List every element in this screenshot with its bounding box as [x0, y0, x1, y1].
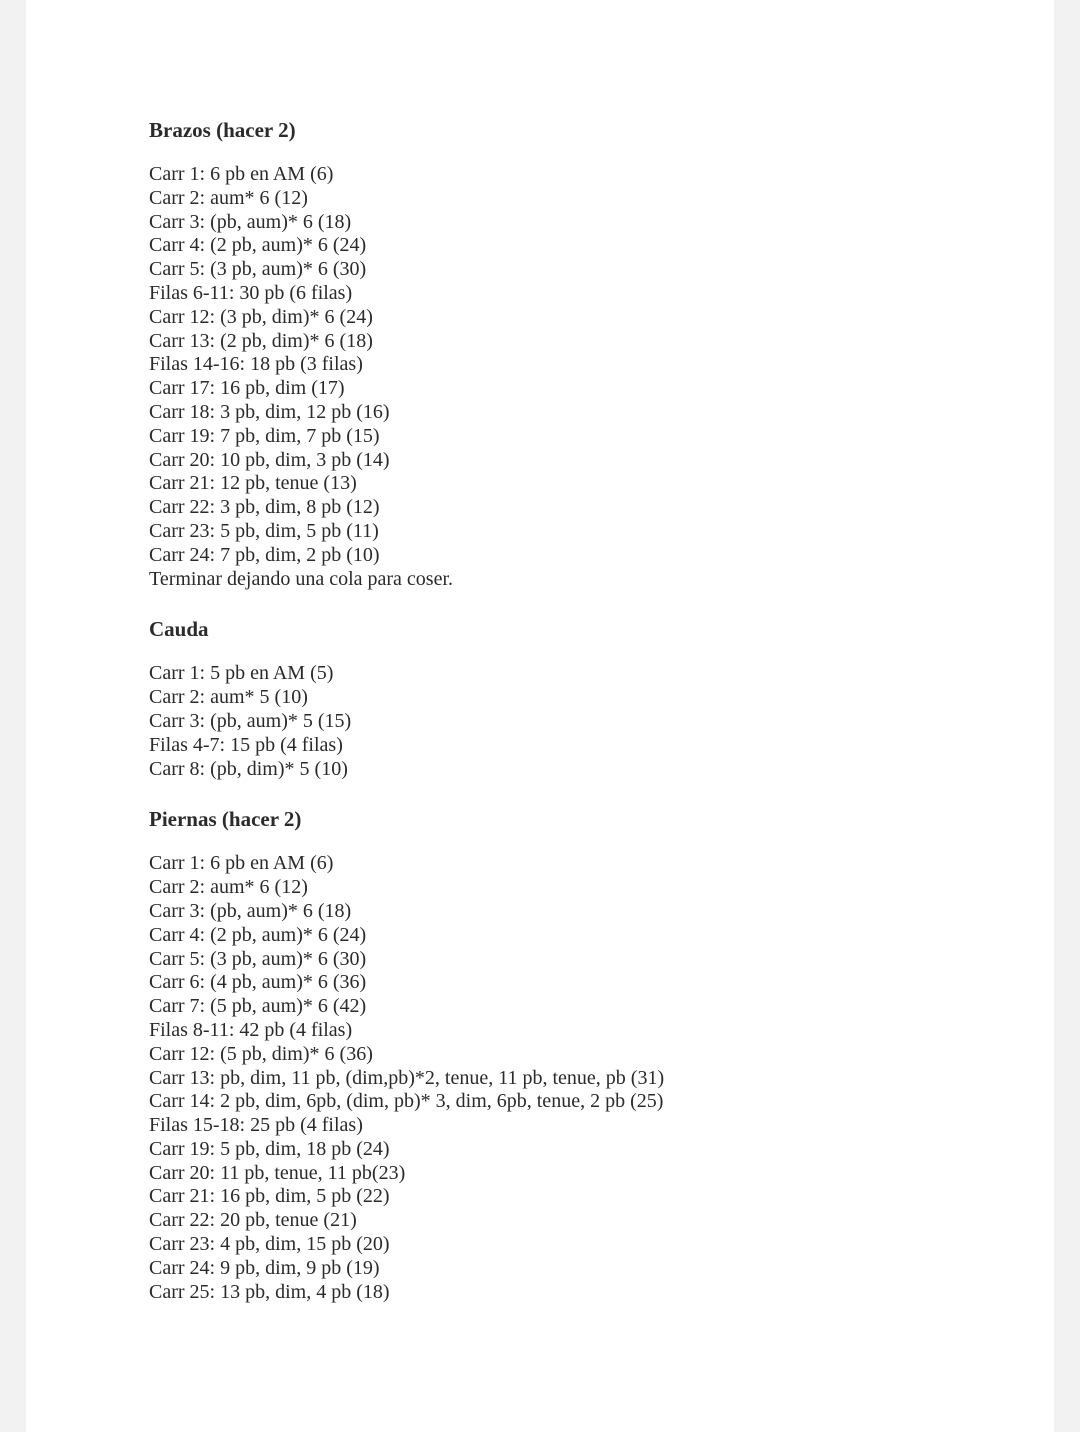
- instruction-line: Carr 1: 6 pb en AM (6): [149, 852, 334, 875]
- instruction-line: Carr 24: 9 pb, dim, 9 pb (19): [149, 1256, 380, 1279]
- instruction-line: Carr 1: 6 pb en AM (6): [149, 163, 334, 185]
- section-title: Piernas (hacer 2): [149, 807, 302, 832]
- instruction-line: Carr 7: (5 pb, aum)* 6 (42): [149, 995, 367, 1018]
- instruction-line: Carr 1: 5 pb en AM (5): [149, 662, 334, 685]
- instruction-line: Carr 2: aum* 6 (12): [149, 186, 308, 209]
- section-gap: [149, 591, 1009, 613]
- instruction-list: [149, 163, 1009, 591]
- instruction-line: Carr 23: 5 pb, dim, 5 pb (11): [149, 519, 379, 542]
- instruction-line: Carr 23: 4 pb, dim, 15 pb (20): [149, 1233, 390, 1256]
- instruction-line: Filas 15-18: 25 pb (4 filas): [149, 1114, 363, 1137]
- instruction-line: Carr 20: 11 pb, tenue, 11 pb(23): [149, 1161, 406, 1184]
- instruction-line: Carr 8: (pb, dim)* 5 (10): [149, 757, 348, 780]
- instruction-line: Carr 2: aum* 6 (12): [149, 876, 308, 899]
- instruction-list: [149, 852, 1009, 1304]
- instruction-line: Carr 2: aum* 5 (10): [149, 686, 308, 709]
- section-title: Cauda: [149, 617, 209, 642]
- instruction-line: Carr 3: (pb, aum)* 6 (18): [149, 899, 352, 922]
- instruction-line: Carr 20: 10 pb, dim, 3 pb (14): [149, 448, 390, 471]
- instruction-line: Carr 22: 20 pb, tenue (21): [149, 1209, 357, 1232]
- section-cauda: [149, 613, 1009, 781]
- section-gap: [149, 781, 1009, 803]
- instruction-line: Carr 18: 3 pb, dim, 12 pb (16): [149, 400, 390, 423]
- instruction-line: Filas 14-16: 18 pb (3 filas): [149, 353, 363, 376]
- instruction-line: Carr 12: (5 pb, dim)* 6 (36): [149, 1042, 373, 1065]
- instruction-line: Carr 3: (pb, aum)* 6 (18): [149, 210, 352, 233]
- document-page: [26, 0, 1054, 1432]
- instruction-line: Filas 6-11: 30 pb (6 filas): [149, 281, 353, 304]
- instruction-line: Carr 5: (3 pb, aum)* 6 (30): [149, 947, 367, 970]
- instruction-line: Carr 22: 3 pb, dim, 8 pb (12): [149, 496, 380, 519]
- instruction-line: Carr 14: 2 pb, dim, 6pb, (dim, pb)* 3, dim, 6pb, tenue, 2 pb (25): [149, 1090, 664, 1113]
- instruction-line: Carr 17: 16 pb, dim (17): [149, 377, 345, 400]
- section-title: Brazos (hacer 2): [149, 118, 296, 142]
- section-brazos: [149, 114, 1009, 591]
- instruction-line: Carr 24: 7 pb, dim, 2 pb (10): [149, 543, 380, 566]
- instruction-line: Carr 12: (3 pb, dim)* 6 (24): [149, 305, 373, 328]
- instruction-line: Carr 19: 5 pb, dim, 18 pb (24): [149, 1137, 390, 1160]
- instruction-line: Carr 6: (4 pb, aum)* 6 (36): [149, 971, 367, 994]
- instruction-line: Carr 3: (pb, aum)* 5 (15): [149, 709, 352, 732]
- instruction-line: Carr 5: (3 pb, aum)* 6 (30): [149, 258, 367, 281]
- instruction-line: Carr 21: 16 pb, dim, 5 pb (22): [149, 1185, 390, 1208]
- instruction-line: Carr 13: (2 pb, dim)* 6 (18): [149, 329, 373, 352]
- instruction-line: Terminar dejando una cola para coser.: [149, 567, 454, 590]
- pattern-content: [149, 114, 1009, 1304]
- instruction-line: Carr 4: (2 pb, aum)* 6 (24): [149, 234, 367, 257]
- instruction-line: Carr 21: 12 pb, tenue (13): [149, 472, 357, 495]
- instruction-line: Filas 4-7: 15 pb (4 filas): [149, 733, 343, 756]
- section-piernas: [149, 803, 1009, 1304]
- instruction-line: Carr 13: pb, dim, 11 pb, (dim,pb)*2, tenue, 11 pb, tenue, pb (31): [149, 1066, 665, 1089]
- instruction-line: Filas 8-11: 42 pb (4 filas): [149, 1018, 353, 1041]
- instruction-line: Carr 25: 13 pb, dim, 4 pb (18): [149, 1280, 390, 1303]
- instruction-line: Carr 4: (2 pb, aum)* 6 (24): [149, 923, 367, 946]
- instruction-line: Carr 19: 7 pb, dim, 7 pb (15): [149, 424, 380, 447]
- instruction-list: [149, 662, 1009, 781]
